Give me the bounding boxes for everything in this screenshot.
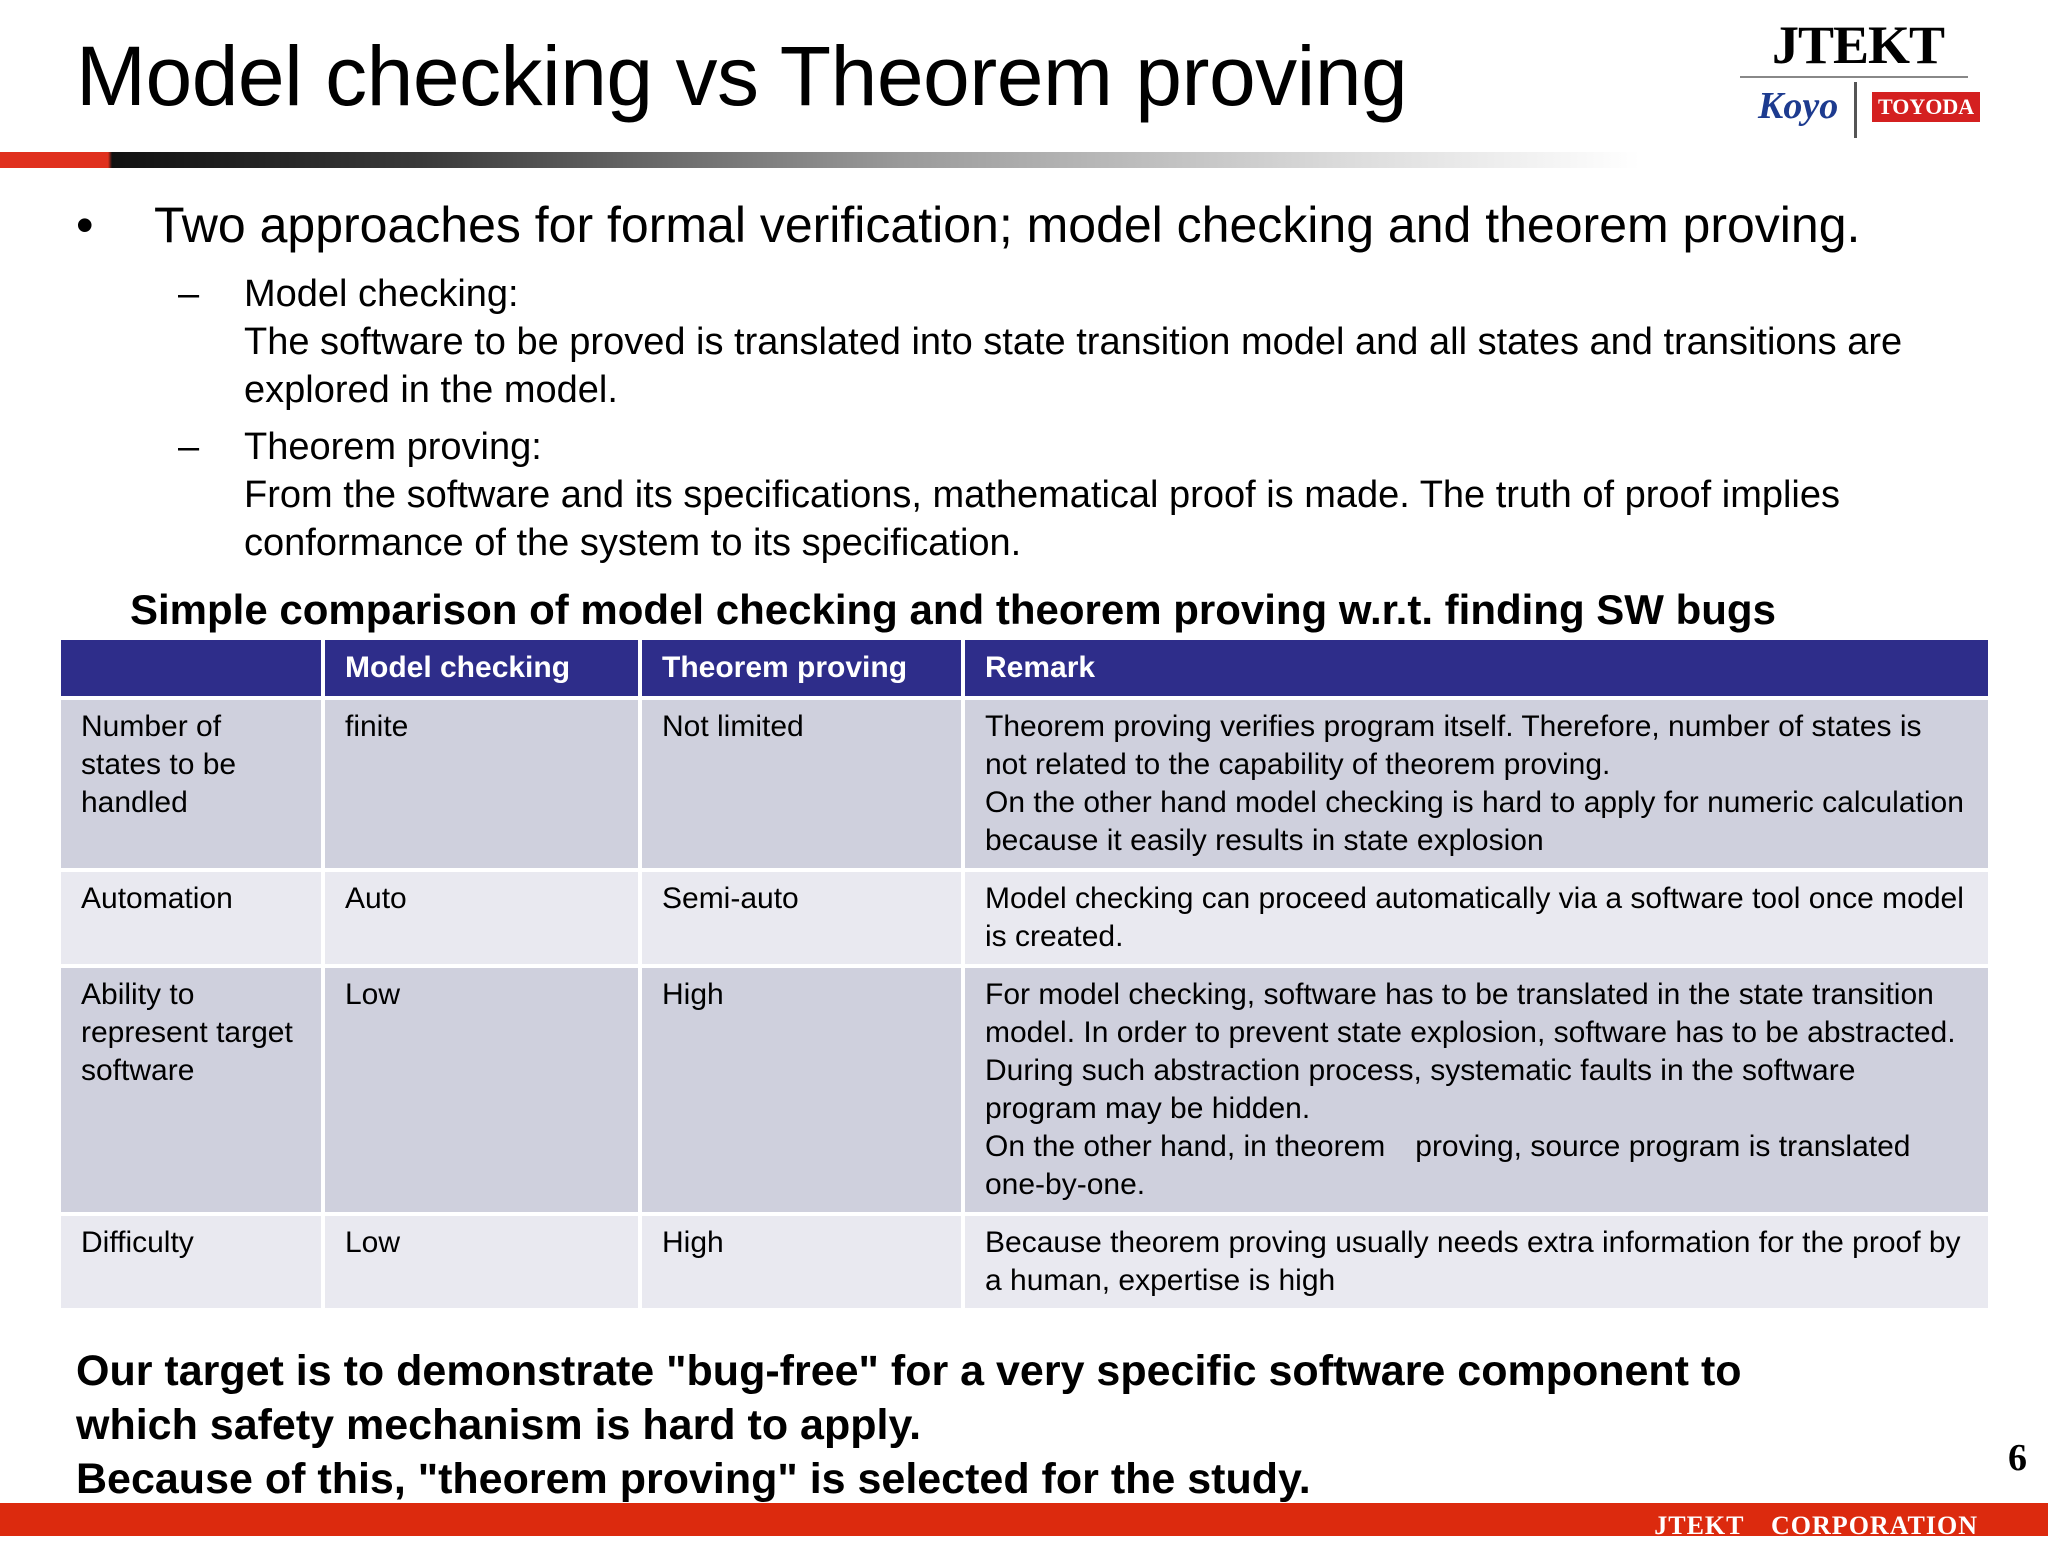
cell-aspect: Ability to represent target software xyxy=(59,966,323,1214)
bullet-icon: • xyxy=(76,197,94,253)
footer-bar xyxy=(0,1503,2048,1540)
cell-theorem-proving: Not limited xyxy=(640,698,963,870)
table-row xyxy=(59,698,1990,870)
cell-theorem-proving: High xyxy=(640,966,963,1214)
table-row xyxy=(59,870,1990,966)
conclusion-line: Because of this, "theorem proving" is selected for the study. xyxy=(76,1455,1311,1503)
sub-bullet-label: Model checking: xyxy=(244,273,519,315)
logo-divider-vertical xyxy=(1854,82,1857,138)
cell-theorem-proving: Semi-auto xyxy=(640,870,963,966)
slide-title: Model checking vs Theorem proving xyxy=(76,29,1408,123)
remark-text: On the other hand, in theorem proving, source program is translated one-by-one. xyxy=(985,1130,1911,1201)
cell-remark: Model checking can proceed automatically via a software tool once model is created. xyxy=(963,870,1990,966)
remark-text: For model checking, software has to be translated in the state transition model. In order to prevent state explosion, software has to be abstracted. During such abstraction process, systematic faults in the software program may be hidden. xyxy=(985,978,1956,1125)
comparison-table xyxy=(57,640,1992,1312)
sub-bullet-body: From the software and its specifications, mathematical proof is made. The truth of proof implies conformance of the system to its specification. xyxy=(244,474,1840,564)
cell-remark xyxy=(963,698,1990,870)
table-header-row xyxy=(59,640,1990,698)
dash-icon: – xyxy=(178,273,200,315)
page-number: 6 xyxy=(2008,1437,2027,1479)
comparison-heading: Simple comparison of model checking and theorem proving w.r.t. finding SW bugs xyxy=(130,586,1776,633)
conclusion-line: Our target is to demonstrate "bug-free" for a very specific software component to xyxy=(76,1347,1742,1395)
cell-aspect: Difficulty xyxy=(59,1214,323,1310)
sub-bullet-body: The software to be proved is translated into state transition model and all states and transitions are explored in the model. xyxy=(244,321,1903,411)
remark-text: Theorem proving verifies program itself. Therefore, number of states is not related to the capability of theorem proving. xyxy=(985,710,1922,781)
cell-aspect: Number of states to be handled xyxy=(59,698,323,870)
header-remark: Remark xyxy=(963,640,1990,698)
jtekt-logo xyxy=(1732,14,1975,144)
header-aspect xyxy=(59,640,323,698)
cell-theorem-proving: High xyxy=(640,1214,963,1310)
cell-model-checking: finite xyxy=(323,698,640,870)
cell-aspect: Automation xyxy=(59,870,323,966)
table-row xyxy=(59,966,1990,1214)
header-theorem-proving: Theorem proving xyxy=(640,640,963,698)
conclusion-line: which safety mechanism is hard to apply. xyxy=(76,1401,922,1449)
header-model-checking: Model checking xyxy=(323,640,640,698)
sub-bullet-label: Theorem proving: xyxy=(244,426,542,468)
logo-toyoda-text: TOYODA xyxy=(1872,92,1980,122)
dash-icon: – xyxy=(178,426,200,468)
cell-model-checking: Auto xyxy=(323,870,640,966)
title-underline-bar xyxy=(0,152,1640,168)
logo-jtekt-text: JTEKT xyxy=(1772,15,1945,75)
footer-company: JTEKT CORPORATION xyxy=(1654,1511,1978,1540)
cell-remark: Because theorem proving usually needs extra information for the proof by a human, expertise is high xyxy=(963,1214,1990,1310)
conclusion xyxy=(76,1344,1742,1506)
cell-model-checking: Low xyxy=(323,1214,640,1310)
logo-koyo-text: Koyo xyxy=(1758,85,1839,127)
main-bullet-text: Two approaches for formal verification; model checking and theorem proving. xyxy=(154,197,1861,253)
remark-text: On the other hand model checking is hard to apply for numeric calculation because it easily results in state explosion xyxy=(985,786,1964,857)
logo-divider-horizontal xyxy=(1740,76,1968,78)
table-row xyxy=(59,1214,1990,1310)
cell-model-checking: Low xyxy=(323,966,640,1214)
cell-remark xyxy=(963,966,1990,1214)
